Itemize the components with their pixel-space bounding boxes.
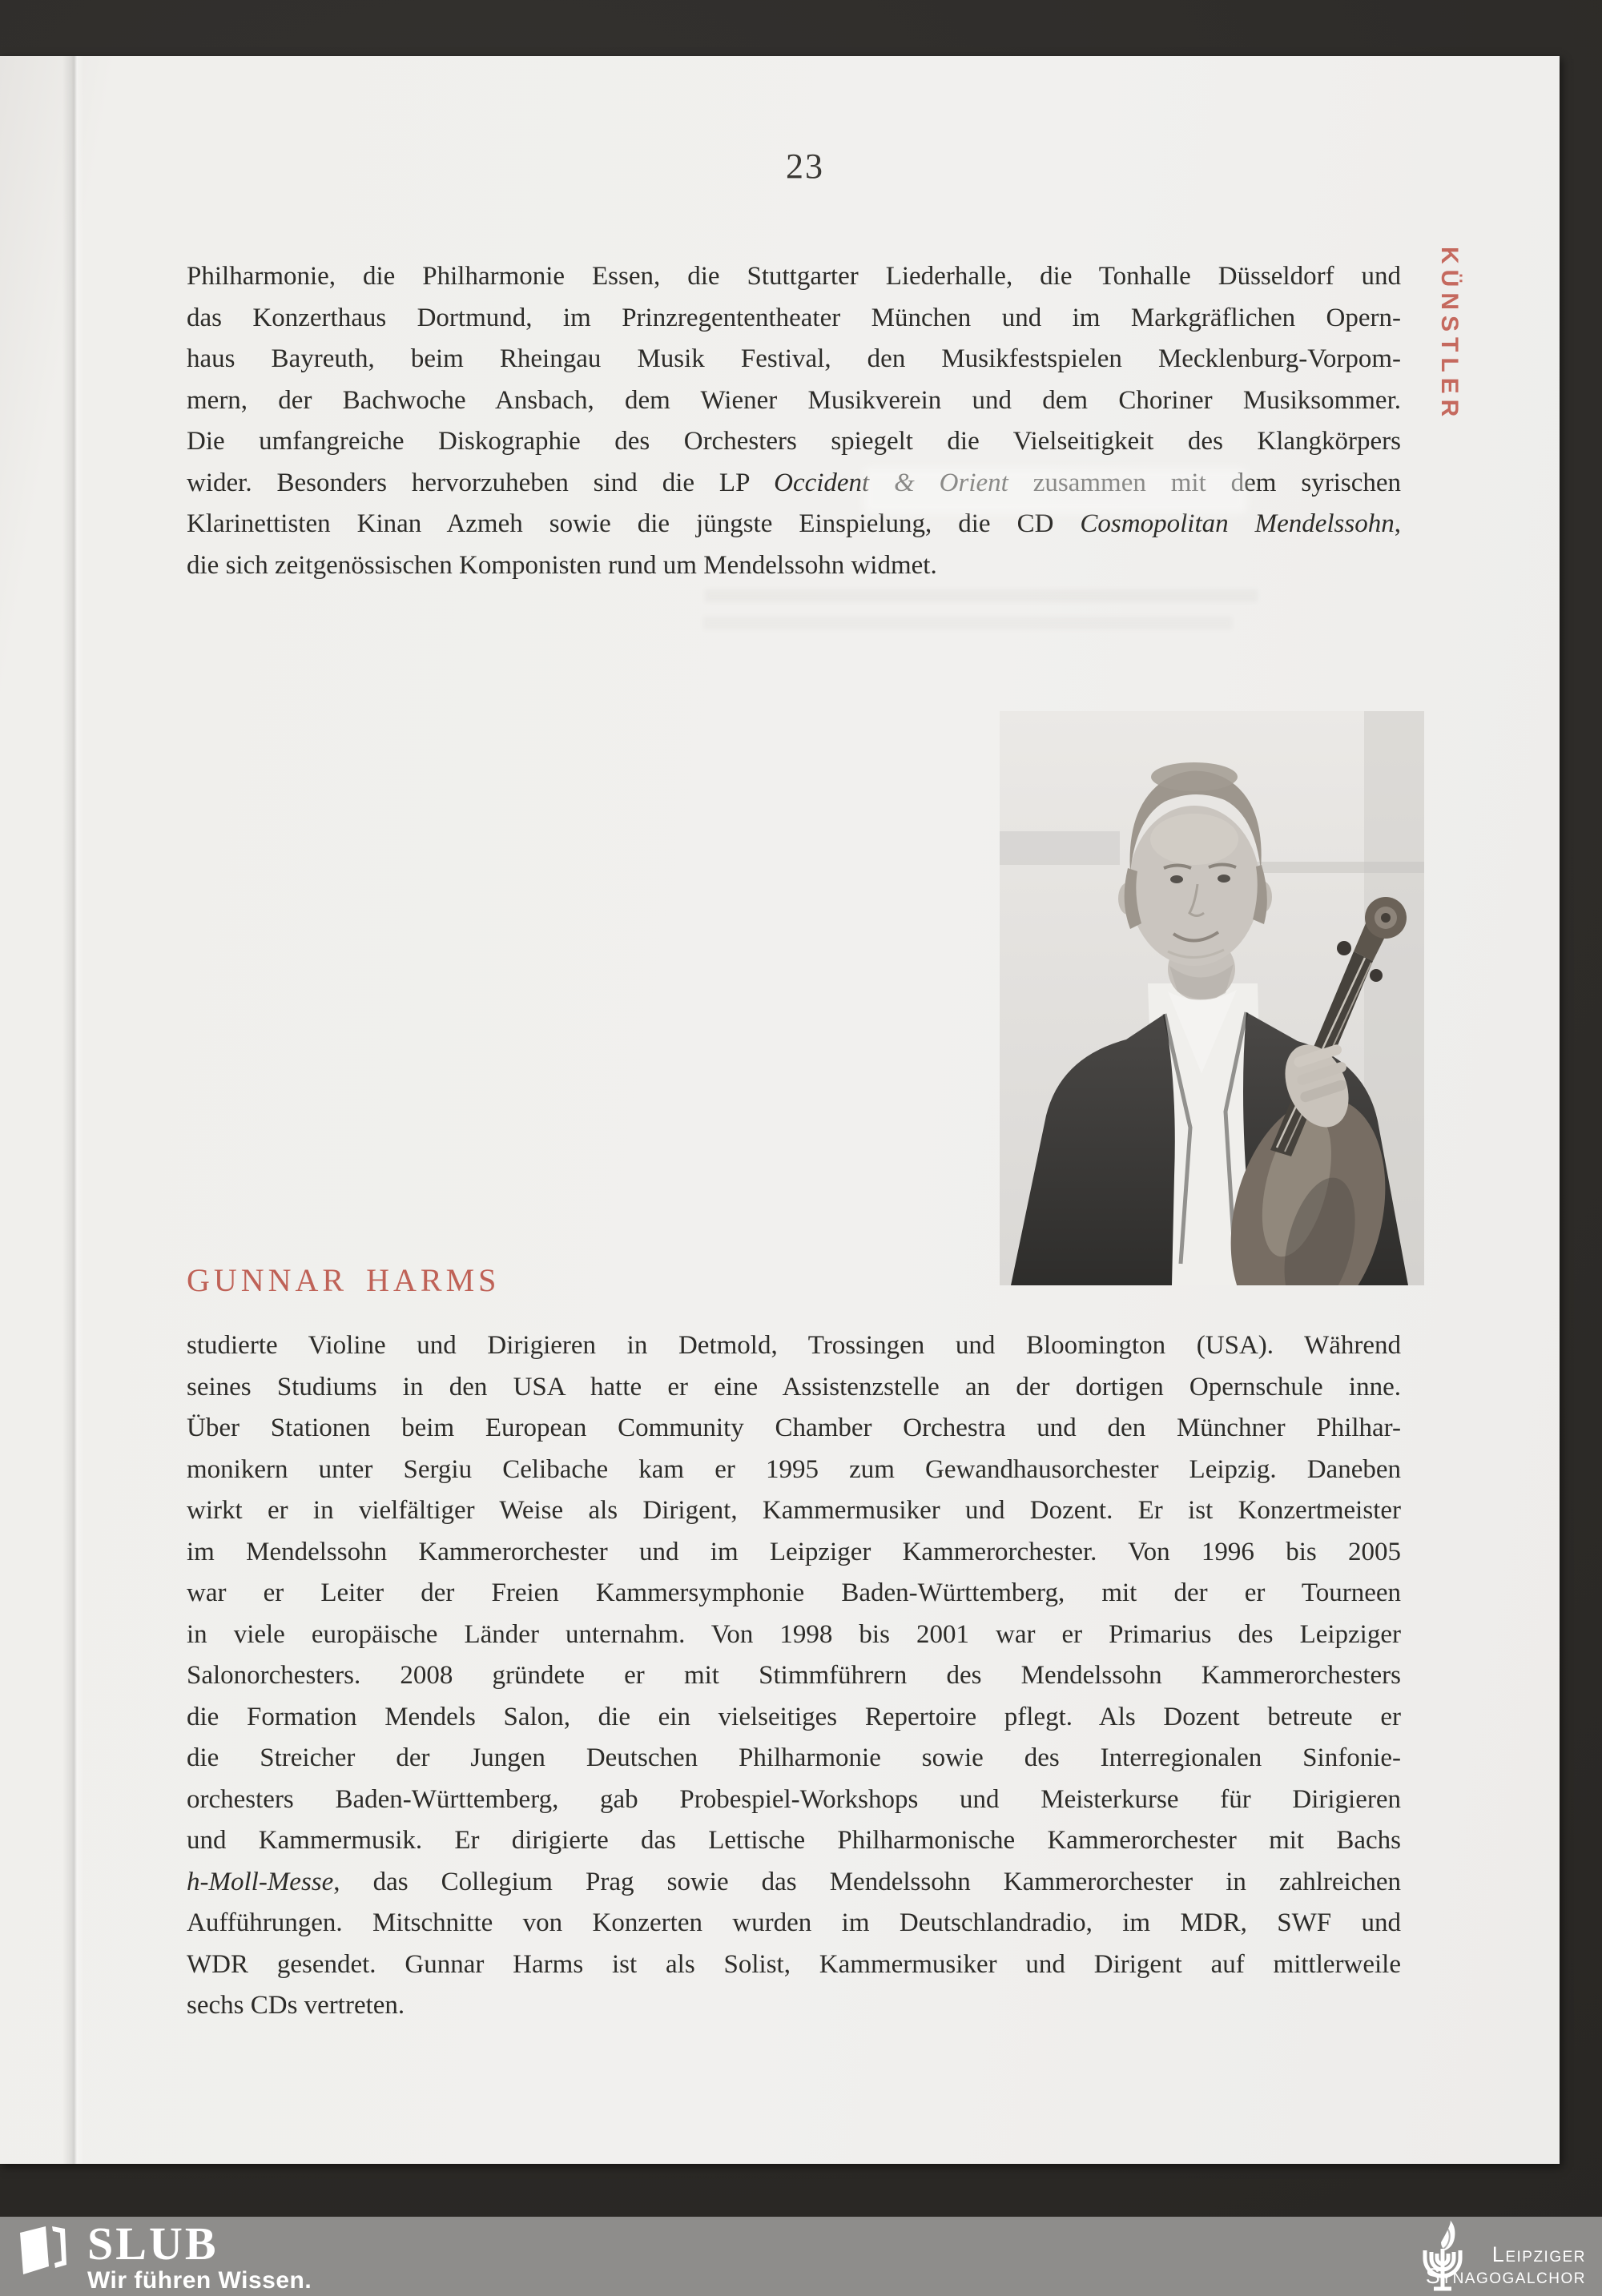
text-line: war er Leiter der Freien Kammersymphonie Baden-Württemberg, mit der er Tourneen [187, 1578, 1401, 1607]
text-line: wider. Besonders hervorzuheben sind die LP Occident & Orient zusammen mit dem syrischen [187, 468, 1402, 497]
text-line: sechs CDs vertreten. [187, 1991, 405, 2020]
text-line: orchesters Baden-Württemberg, gab Probespiel-Workshops und Meisterkurse für Dirigieren [187, 1784, 1401, 1814]
page-fold-crease [62, 56, 83, 2164]
choir-name-line1: Leipziger [1491, 2242, 1586, 2266]
text-line: Aufführungen. Mitschnitte von Konzerten wurden im Deutschlandradio, im MDR, SWF und [187, 1908, 1401, 1937]
choir-name-block [1426, 2244, 1586, 2287]
text-line: mern, der Bachwoche Ansbach, dem Wiener Musikverein und dem Choriner Musiksommer. [187, 385, 1401, 415]
text-line: die Streicher der Jungen Deutschen Philharmonie sowie des Interregionalen Sinfonie- [187, 1743, 1401, 1772]
text-line: die Formation Mendels Salon, die ein vielseitiges Repertoire pflegt. Als Dozent betreute er [187, 1702, 1401, 1731]
text-line: Über Stationen beim European Community Chamber Orchestra und den Münchner Philhar- [187, 1413, 1401, 1442]
text-line: und Kammermusik. Er dirigierte das Lettische Philharmonische Kammerorchester mit Bachs [187, 1826, 1401, 1855]
slub-tagline: Wir führen Wissen. [87, 2267, 312, 2294]
margin-label-kuenstler: KÜNSTLER [1436, 247, 1463, 423]
page-number: 23 [786, 147, 824, 186]
bleedthrough-artifact [705, 589, 1258, 602]
choir-name-line2: Synagogalchor [1425, 2264, 1586, 2288]
intro-paragraph [187, 256, 1401, 586]
text-line: Salonorchesters. 2008 gründete er mit Stimmführern des Mendelssohn Kammerorchesters [187, 1661, 1401, 1690]
text-line: haus Bayreuth, beim Rheingau Musik Festival, den Musikfestspielen Mecklenburg-Vorpom- [187, 344, 1401, 373]
text-line: monikern unter Sergiu Celibache kam er 1995 zum Gewandhausorchester Leipzig. Daneben [187, 1454, 1401, 1484]
slub-wordmark-block [87, 2218, 312, 2294]
text-line: WDR gesendet. Gunnar Harms ist als Solist, Kammermusiker und Dirigent auf mittlerweile [187, 1949, 1401, 1979]
text-line: in viele europäische Länder unternahm. Von 1998 bis 2001 war er Primarius des Leipziger [187, 1619, 1401, 1649]
text-line: Philharmonie, die Philharmonie Essen, die Stuttgarter Liederhalle, die Tonhalle Düsseldorf und [187, 262, 1401, 291]
text-line: im Mendelssohn Kammerorchester und im Leipziger Kammerorchester. Von 1996 bis 2005 [187, 1537, 1401, 1566]
book-page [0, 56, 1560, 2164]
text-line: Die umfangreiche Diskographie des Orchesters spiegelt die Vielseitigkeit des Klangkörpers [187, 427, 1401, 456]
text-line: studierte Violine und Dirigieren in Detmold, Trossingen und Bloomington (USA). Während [187, 1331, 1401, 1360]
bleedthrough-artifact [703, 617, 1232, 629]
artist-photo [1000, 711, 1424, 1285]
slub-wordmark: SLUB [87, 2218, 219, 2270]
library-footer-bar [0, 2217, 1602, 2296]
text-line: Klarinettisten Kinan Azmeh sowie die jüngste Einspielung, die CD Cosmopolitan Mendelssohn, [187, 509, 1401, 538]
text-line: wirkt er in vielfältiger Weise als Dirigent, Kammermusiker und Dozent. Er ist Konzertmeister [187, 1496, 1401, 1525]
text-line: die sich zeitgenössischen Komponisten rund um Mendelssohn widmet. [187, 550, 937, 580]
text-line: das Konzerthaus Dortmund, im Prinzregententheater München und im Markgräflichen Opern- [187, 303, 1401, 332]
bio-paragraph [187, 1325, 1401, 2027]
artist-name-heading: GUNNAR HARMS [187, 1262, 501, 1298]
open-book-icon [18, 2225, 68, 2276]
text-line: seines Studiums in den USA hatte er eine Assistenzstelle an der dortigen Opernschule inne. [187, 1372, 1401, 1401]
text-line: h-Moll-Messe, das Collegium Prag sowie das Mendelssohn Kammerorchester in zahlreichen [187, 1867, 1401, 1896]
slub-logo [18, 2218, 312, 2294]
portrait-man-with-violin [1000, 711, 1424, 1285]
